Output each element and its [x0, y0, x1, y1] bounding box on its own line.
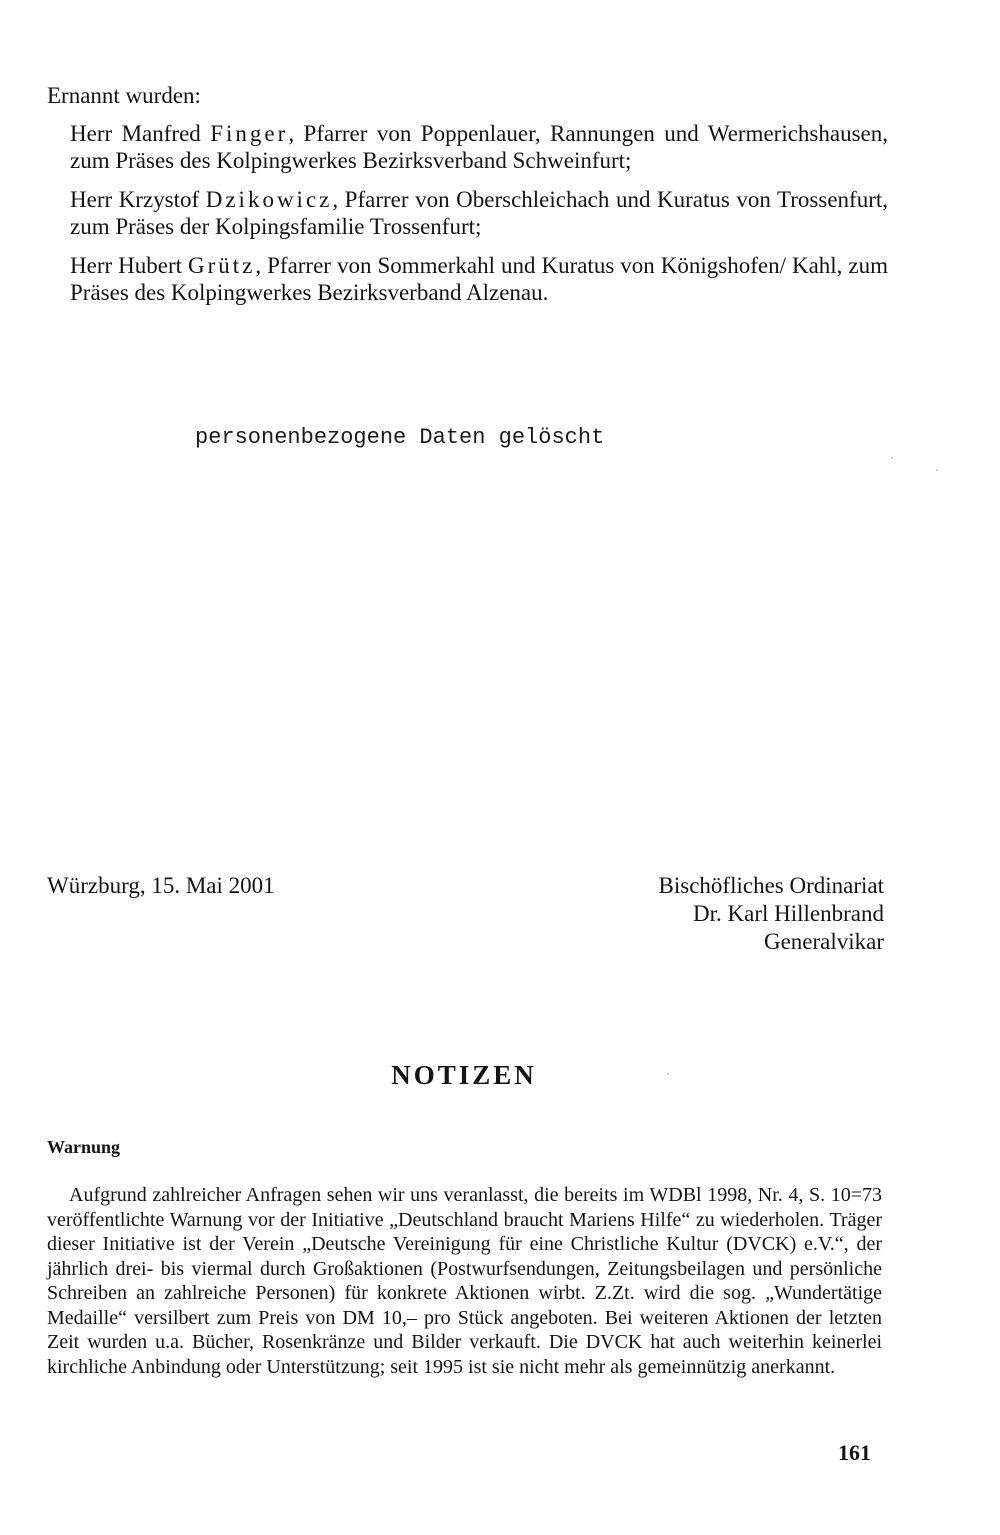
- appointment-surname: Dzikowicz: [205, 187, 333, 212]
- body-paragraph: Aufgrund zahlreicher Anfragen sehen wir uns veranlasst, die bereits im WDBl 1998, Nr. 4, S. 10=73 veröffentlichte Warnung vor der Initiative „Deutschland braucht Mariens Hilfe“ zu wiederholen. Träger dieser Initiative ist der Verein „Deutsche Vereinigung für eine Christliche Kultur (DVCK) e.V.“, der jährlich drei- bis viermal durch Großaktionen (Postwurfsendungen, Zeitungsbeilagen und persönliche Schreiben an zahlreiche Personen) für konkrete Aktionen wirbt. Z.Zt. wird die sog. „Wundertätige Medaille“ versilbert zum Preis von DM 10,– pro Stück angeboten. Bei weiteren Aktionen der letzten Zeit wurden u.a. Bücher, Rosenkränze und Bilder verkauft. Die DVCK hat auch weiterhin keinerlei kirchliche Anbindung oder Unterstützung; seit 1995 ist sie nicht mehr als gemeinnützig anerkannt.: [47, 1184, 882, 1378]
- signature-office: Bischöfliches Ordinariat: [658, 873, 884, 898]
- section-title: NOTIZEN: [391, 1060, 537, 1090]
- appointment-item: [70, 186, 888, 240]
- page-number: 161: [838, 1440, 871, 1465]
- appointment-item: [70, 120, 888, 174]
- signature-name: Dr. Karl Hillenbrand: [693, 901, 884, 926]
- appointment-item: [70, 252, 888, 306]
- appointment-details: , Pfarrer von Poppenlauer, Rannungen und Wermerichshausen, zum Präses des Kolpingwerkes Bezirksverband Schweinfurt;: [70, 121, 888, 173]
- intro-text: Ernannt wurden:: [47, 83, 201, 108]
- appointment-details: , Pfarrer von Oberschleichach und Kuratus von Trossenfurt, zum Präses der Kolpingsfamilie Trossenfurt;: [70, 187, 888, 239]
- appointments-list: [70, 120, 888, 318]
- appointment-details: , Pfarrer von Sommerkahl und Kuratus von Königshofen/ Kahl, zum Präses des Kolpingwerkes Bezirksverband Alzenau.: [70, 253, 889, 305]
- scan-speck: [891, 457, 893, 459]
- appointment-prefix: Herr Manfred: [70, 121, 211, 146]
- appointment-surname: Grütz: [188, 253, 256, 278]
- signature-title: Generalvikar: [763, 929, 884, 954]
- signature-block: [659, 872, 884, 956]
- redaction-note: personenbezogene Daten gelöscht: [195, 425, 605, 450]
- appointment-surname: Finger: [210, 121, 289, 146]
- appointment-prefix: Herr Hubert: [70, 253, 188, 278]
- scan-speck: [936, 469, 938, 471]
- subheading: Warnung: [47, 1137, 121, 1157]
- place-date: Würzburg, 15. Mai 2001: [47, 873, 275, 898]
- body-text: [47, 1183, 882, 1379]
- appointment-prefix: Herr Krzystof: [70, 187, 206, 212]
